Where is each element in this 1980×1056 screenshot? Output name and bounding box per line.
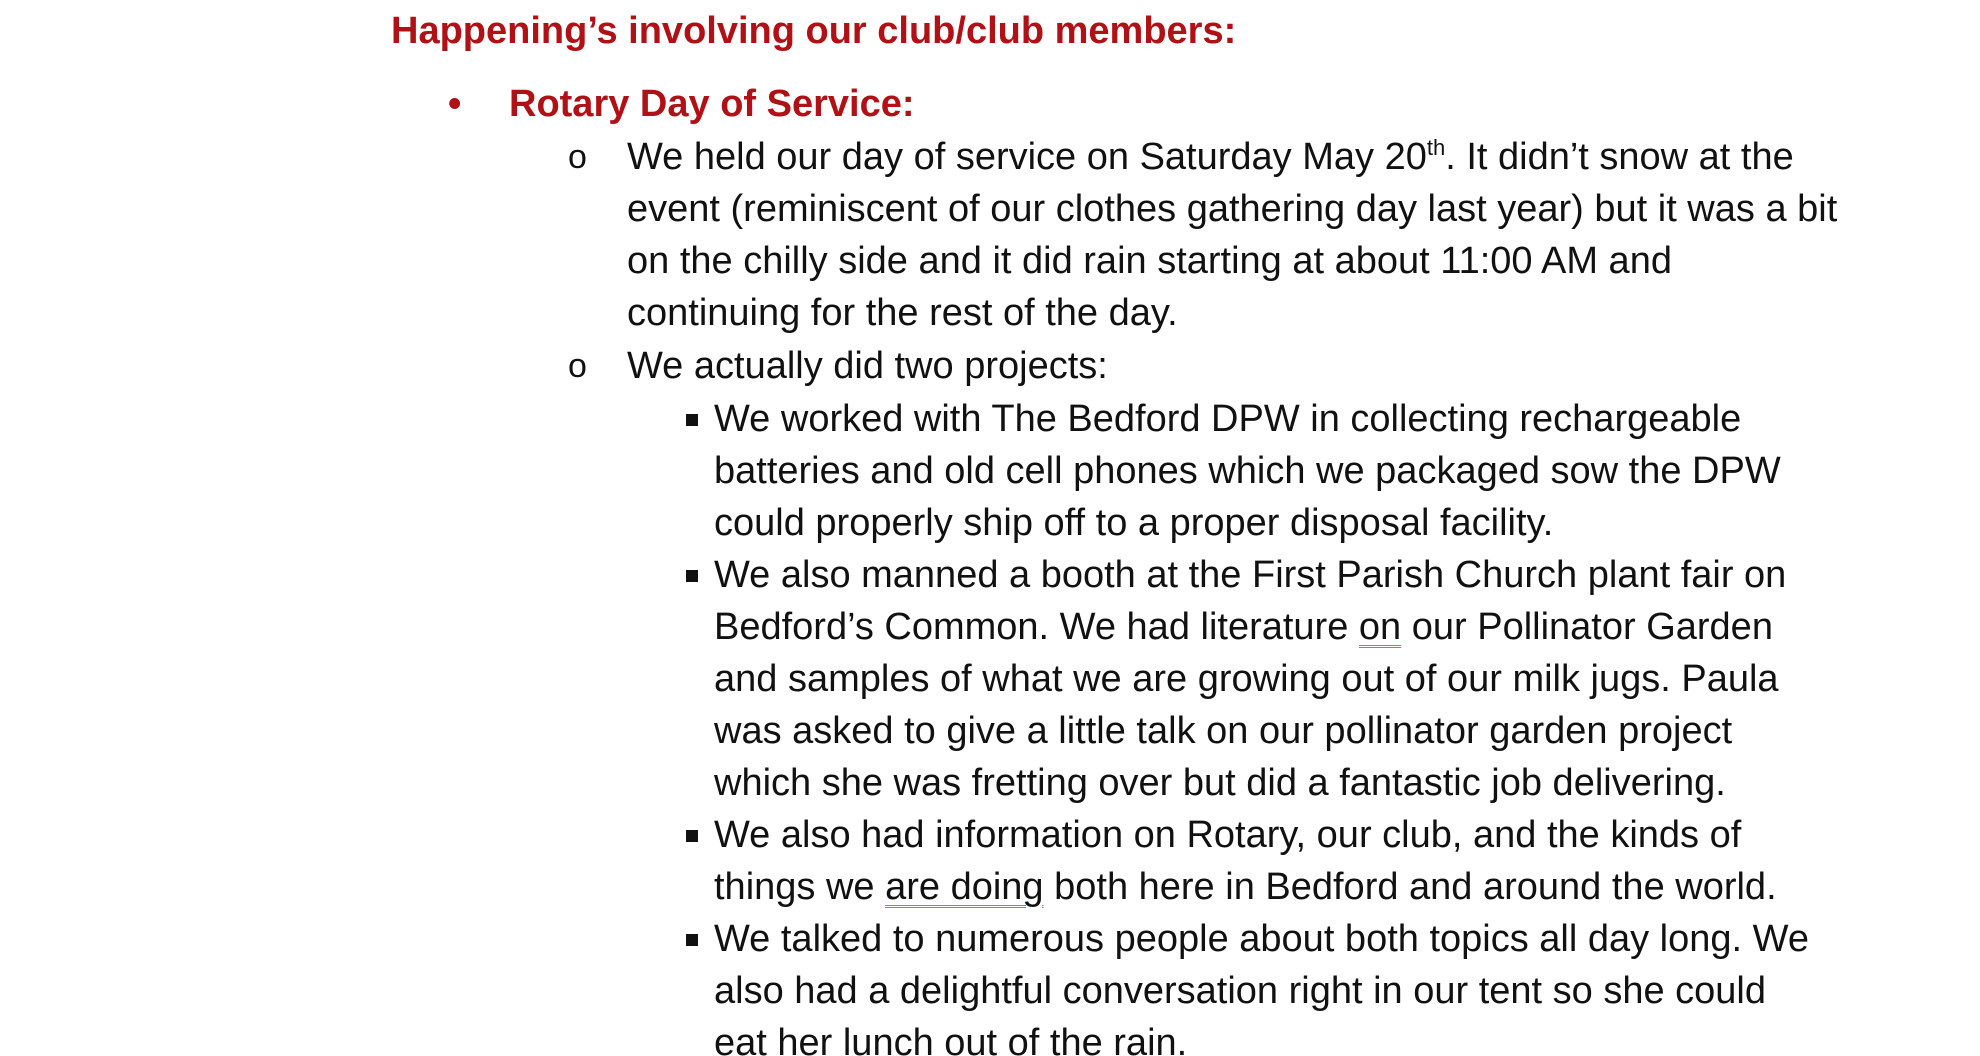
- text-line: on the chilly side and it did rain starting at about 11:00 AM and: [627, 240, 1672, 282]
- project-text: [714, 393, 1913, 549]
- bullet-dot-icon: •: [448, 83, 462, 125]
- text-line: We talked to numerous people about both topics all day long. We: [714, 918, 1809, 960]
- square-bullet-icon: [686, 934, 698, 946]
- text-line: which she was fretting over but did a fantastic job delivering.: [714, 762, 1726, 804]
- project-text: [714, 913, 1913, 1056]
- text-run: We held our day of service on Saturday May 20: [627, 136, 1427, 178]
- text-run: . It didn’t snow at the: [1445, 136, 1794, 178]
- square-bullet-icon: [686, 570, 698, 582]
- text-run: things we: [714, 866, 886, 908]
- section-heading: Happening’s involving our club/club members:: [391, 10, 1237, 52]
- grammar-flag[interactable]: on: [1358, 606, 1402, 648]
- hollow-circle-bullet-icon: o: [568, 138, 587, 176]
- superscript: th: [1426, 135, 1446, 160]
- text-line: [627, 131, 1897, 183]
- project-text: [714, 809, 1913, 913]
- text-line: was asked to give a little talk on our pollinator garden project: [714, 710, 1733, 752]
- text-line: eat her lunch out of the rain.: [714, 1022, 1188, 1056]
- text-line: could properly ship off to a proper disposal facility.: [714, 502, 1554, 544]
- text-line: We also had information on Rotary, our club, and the kinds of: [714, 814, 1742, 856]
- text-run: Bedford’s Common. We had literature: [714, 606, 1359, 648]
- grammar-flag[interactable]: are doing: [885, 866, 1044, 908]
- text-line: We worked with The Bedford DPW in collecting rechargeable: [714, 398, 1742, 440]
- hollow-circle-bullet-icon: o: [568, 347, 587, 385]
- sub-item-text: [627, 340, 1897, 392]
- bullet-rotary-day-of-service: [448, 78, 1848, 130]
- text-line: We actually did two projects:: [627, 345, 1108, 387]
- text-run: our Pollinator Garden: [1401, 606, 1773, 648]
- bullet-title: Rotary Day of Service:: [509, 83, 915, 125]
- project-text: [714, 549, 1913, 809]
- text-line: continuing for the rest of the day.: [627, 292, 1178, 334]
- square-bullet-icon: [686, 414, 698, 426]
- sub-item-text: [627, 131, 1897, 339]
- text-line: also had a delightful conversation right in our tent so she could: [714, 970, 1766, 1012]
- text-line: event (reminiscent of our clothes gathering day last year) but it was a bit: [627, 188, 1838, 230]
- text-line: We also manned a booth at the First Parish Church plant fair on: [714, 554, 1787, 596]
- square-bullet-icon: [686, 830, 698, 842]
- text-line: batteries and old cell phones which we packaged sow the DPW: [714, 450, 1781, 492]
- text-line: [714, 861, 1913, 913]
- text-run: both here in Bedford and around the world.: [1043, 866, 1777, 908]
- text-line: and samples of what we are growing out of our milk jugs. Paula: [714, 658, 1779, 700]
- text-line: [714, 601, 1913, 653]
